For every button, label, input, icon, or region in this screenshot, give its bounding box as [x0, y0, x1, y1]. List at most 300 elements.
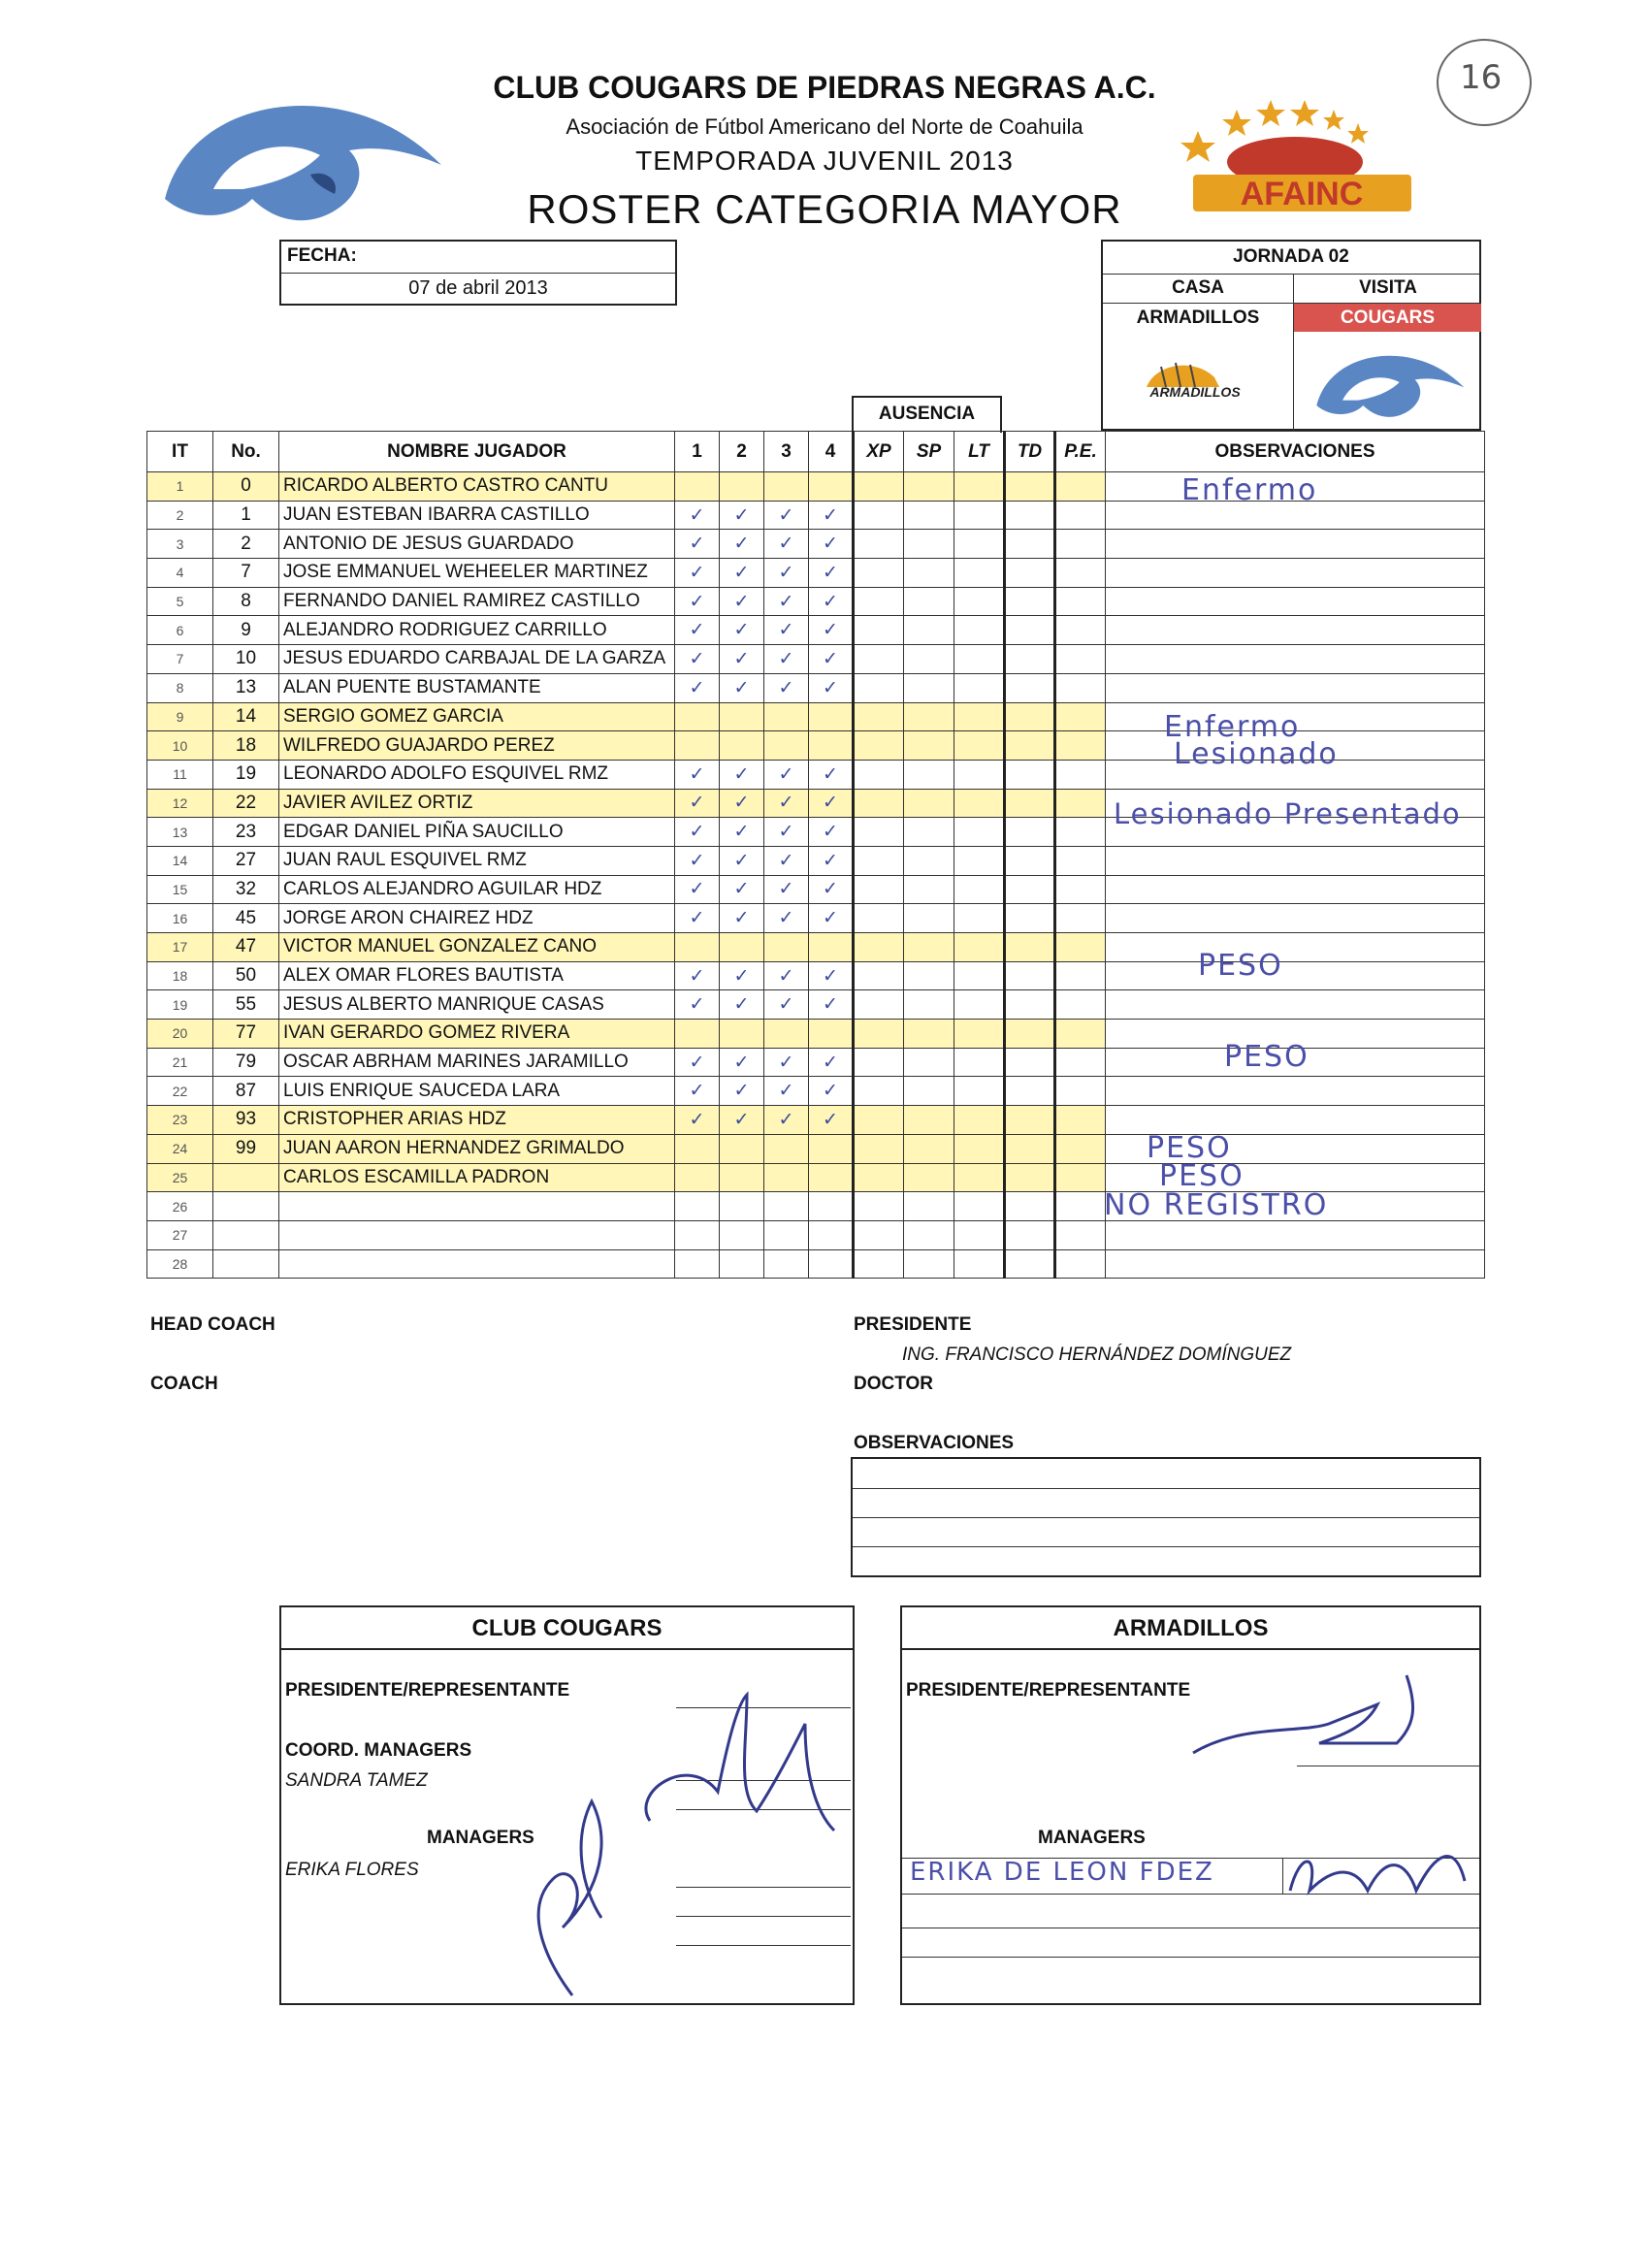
row-lt [954, 1220, 1005, 1249]
row-it: 2 [147, 501, 213, 530]
row-td [1005, 1249, 1055, 1279]
row-quarter-4 [809, 1020, 854, 1049]
row-number: 7 [213, 559, 279, 588]
visita-team: COUGARS [1294, 304, 1481, 332]
row-quarter-3: ✓ [764, 530, 809, 559]
row-quarter-1: ✓ [675, 961, 720, 990]
row-name: JUAN ESTEBAN IBARRA CASTILLO [279, 501, 675, 530]
date-value: 07 de abril 2013 [408, 277, 548, 299]
row-quarter-1: ✓ [675, 1048, 720, 1077]
presidente-name: ING. FRANCISCO HERNÁNDEZ DOMÍNGUEZ [902, 1345, 1292, 1365]
armadillos-president-signature [1183, 1666, 1426, 1772]
left-managers-label: MANAGERS [427, 1828, 534, 1848]
row-name: VICTOR MANUEL GONZALEZ CANO [279, 933, 675, 962]
row-lt [954, 673, 1005, 702]
row-observaciones [1106, 846, 1485, 875]
row-td [1005, 1077, 1055, 1106]
row-number: 47 [213, 933, 279, 962]
row-pe [1055, 760, 1106, 789]
row-name [279, 1192, 675, 1221]
row-lt [954, 1192, 1005, 1221]
club-cougars-signature-box [279, 1605, 855, 2005]
armadillos-signature-box [900, 1605, 1481, 2005]
row-quarter-3: ✓ [764, 645, 809, 674]
row-it: 19 [147, 990, 213, 1020]
row-lt [954, 789, 1005, 818]
row-observaciones [1106, 1106, 1485, 1135]
row-pe [1055, 1163, 1106, 1192]
row-pe [1055, 1134, 1106, 1163]
row-pe [1055, 1048, 1106, 1077]
row-it: 24 [147, 1134, 213, 1163]
presidente-label: PRESIDENTE [854, 1314, 972, 1335]
table-row [147, 1077, 1485, 1106]
row-quarter-2: ✓ [720, 990, 764, 1020]
note-row24: PESO [1159, 1159, 1245, 1193]
row-xp [854, 1192, 904, 1221]
row-name: JESUS ALBERTO MANRIQUE CASAS [279, 990, 675, 1020]
row-observaciones [1106, 587, 1485, 616]
row-observaciones [1106, 616, 1485, 645]
row-quarter-2: ✓ [720, 616, 764, 645]
row-name [279, 1249, 675, 1279]
row-quarter-1 [675, 933, 720, 962]
row-xp [854, 1048, 904, 1077]
row-number: 8 [213, 587, 279, 616]
observaciones-label: OBSERVACIONES [854, 1433, 1015, 1453]
col-it: IT [147, 432, 213, 472]
row-number: 45 [213, 904, 279, 933]
row-observaciones [1106, 961, 1485, 990]
row-xp [854, 1163, 904, 1192]
row-sp [904, 530, 954, 559]
row-td [1005, 818, 1055, 847]
row-td [1005, 645, 1055, 674]
row-name: SERGIO GOMEZ GARCIA [279, 702, 675, 731]
table-row [147, 1220, 1485, 1249]
row-xp [854, 1249, 904, 1279]
row-quarter-2 [720, 1220, 764, 1249]
row-quarter-4: ✓ [809, 961, 854, 990]
row-name: WILFREDO GUAJARDO PEREZ [279, 731, 675, 761]
row-sp [904, 1048, 954, 1077]
row-number: 14 [213, 702, 279, 731]
table-row [147, 1134, 1485, 1163]
row-it: 26 [147, 1192, 213, 1221]
row-quarter-4: ✓ [809, 818, 854, 847]
row-quarter-3: ✓ [764, 673, 809, 702]
row-number: 50 [213, 961, 279, 990]
date-label: FECHA: [287, 245, 357, 266]
row-xp [854, 472, 904, 502]
row-td [1005, 1163, 1055, 1192]
season-title: TEMPORADA JUVENIL 2013 [635, 146, 1014, 176]
row-pe [1055, 587, 1106, 616]
row-quarter-4 [809, 731, 854, 761]
row-quarter-2 [720, 1163, 764, 1192]
row-sp [904, 559, 954, 588]
row-name: LEONARDO ADOLFO ESQUIVEL RMZ [279, 760, 675, 789]
col-lt: LT [954, 432, 1005, 472]
row-sp [904, 1106, 954, 1135]
row-number: 0 [213, 472, 279, 502]
row-sp [904, 990, 954, 1020]
row-sp [904, 1249, 954, 1279]
row-number: 13 [213, 673, 279, 702]
president-signature [630, 1685, 854, 1860]
row-quarter-4: ✓ [809, 990, 854, 1020]
row-sp [904, 1077, 954, 1106]
row-it: 14 [147, 846, 213, 875]
row-lt [954, 731, 1005, 761]
row-sp [904, 818, 954, 847]
row-pe [1055, 818, 1106, 847]
row-quarter-2: ✓ [720, 760, 764, 789]
row-it: 28 [147, 1249, 213, 1279]
row-quarter-2: ✓ [720, 501, 764, 530]
row-name: CARLOS ESCAMILLA PADRON [279, 1163, 675, 1192]
row-xp [854, 1077, 904, 1106]
row-quarter-3 [764, 1134, 809, 1163]
row-sp [904, 587, 954, 616]
row-it: 23 [147, 1106, 213, 1135]
doctor-label: DOCTOR [854, 1374, 933, 1394]
row-pe [1055, 501, 1106, 530]
row-lt [954, 1163, 1005, 1192]
row-quarter-4 [809, 933, 854, 962]
row-quarter-1: ✓ [675, 1106, 720, 1135]
row-it: 7 [147, 645, 213, 674]
row-quarter-4 [809, 1163, 854, 1192]
row-td [1005, 990, 1055, 1020]
row-sp [904, 673, 954, 702]
row-sp [904, 1192, 954, 1221]
note-row1: Enfermo [1181, 473, 1318, 507]
row-td [1005, 760, 1055, 789]
manager-signature [504, 1782, 650, 2005]
row-sp [904, 760, 954, 789]
row-td [1005, 961, 1055, 990]
row-xp [854, 933, 904, 962]
row-xp [854, 501, 904, 530]
row-observaciones [1106, 1220, 1485, 1249]
col-sp: SP [904, 432, 954, 472]
page-number: 16 [1460, 58, 1503, 97]
table-row [147, 846, 1485, 875]
row-td [1005, 1220, 1055, 1249]
row-lt [954, 645, 1005, 674]
right-manager-name: ERIKA DE LEON FDEZ [910, 1858, 1214, 1887]
row-xp [854, 904, 904, 933]
row-sp [904, 501, 954, 530]
note-row9: Enfermo [1164, 710, 1301, 744]
row-quarter-3 [764, 472, 809, 502]
col-q2: 2 [720, 432, 764, 472]
col-q3: 3 [764, 432, 809, 472]
table-row [147, 875, 1485, 904]
row-quarter-3: ✓ [764, 616, 809, 645]
casa-team: ARMADILLOS [1136, 308, 1260, 328]
row-quarter-3 [764, 1192, 809, 1221]
row-quarter-4: ✓ [809, 673, 854, 702]
col-name: NOMBRE JUGADOR [279, 432, 675, 472]
row-number [213, 1192, 279, 1221]
row-it: 8 [147, 673, 213, 702]
table-row [147, 933, 1485, 962]
row-quarter-2 [720, 731, 764, 761]
row-sp [904, 702, 954, 731]
right-presidente-label: PRESIDENTE/REPRESENTANTE [906, 1680, 1191, 1701]
table-row [147, 645, 1485, 674]
row-observaciones [1106, 933, 1485, 962]
row-sp [904, 616, 954, 645]
row-quarter-4: ✓ [809, 501, 854, 530]
table-row [147, 530, 1485, 559]
row-pe [1055, 559, 1106, 588]
row-lt [954, 760, 1005, 789]
col-td: TD [1005, 432, 1055, 472]
row-td [1005, 472, 1055, 502]
row-pe [1055, 904, 1106, 933]
row-pe [1055, 731, 1106, 761]
row-lt [954, 472, 1005, 502]
afa-logo-text: AFAINC [1240, 176, 1364, 212]
row-pe [1055, 616, 1106, 645]
row-pe [1055, 933, 1106, 962]
row-quarter-1 [675, 472, 720, 502]
row-observaciones [1106, 1077, 1485, 1106]
row-quarter-3 [764, 1220, 809, 1249]
row-sp [904, 933, 954, 962]
row-number: 99 [213, 1134, 279, 1163]
row-sp [904, 961, 954, 990]
row-it: 3 [147, 530, 213, 559]
row-name: LUIS ENRIQUE SAUCEDA LARA [279, 1077, 675, 1106]
left-presidente-label: PRESIDENTE/REPRESENTANTE [285, 1680, 570, 1701]
row-sp [904, 1134, 954, 1163]
row-quarter-1: ✓ [675, 789, 720, 818]
col-q4: 4 [809, 432, 854, 472]
jornada-title: JORNADA 02 [1233, 246, 1349, 267]
coach-label: COACH [150, 1374, 218, 1394]
row-it: 17 [147, 933, 213, 962]
armadillos-title: ARMADILLOS [1113, 1615, 1269, 1641]
row-number: 2 [213, 530, 279, 559]
row-quarter-2 [720, 1020, 764, 1049]
row-sp [904, 875, 954, 904]
table-row [147, 990, 1485, 1020]
table-row [147, 961, 1485, 990]
row-lt [954, 501, 1005, 530]
row-quarter-4 [809, 1192, 854, 1221]
row-lt [954, 1134, 1005, 1163]
row-name: JAVIER AVILEZ ORTIZ [279, 789, 675, 818]
row-xp [854, 645, 904, 674]
row-name: OSCAR ABRHAM MARINES JARAMILLO [279, 1048, 675, 1077]
row-name: JORGE ARON CHAIREZ HDZ [279, 904, 675, 933]
left-coord-label: COORD. MANAGERS [285, 1740, 472, 1761]
row-quarter-1: ✓ [675, 559, 720, 588]
left-coord-name: SANDRA TAMEZ [285, 1770, 428, 1791]
row-quarter-4: ✓ [809, 789, 854, 818]
table-row [147, 1249, 1485, 1279]
row-quarter-4: ✓ [809, 1048, 854, 1077]
row-xp [854, 702, 904, 731]
row-name: ALAN PUENTE BUSTAMANTE [279, 673, 675, 702]
row-number: 79 [213, 1048, 279, 1077]
row-quarter-4: ✓ [809, 530, 854, 559]
row-quarter-1: ✓ [675, 501, 720, 530]
row-quarter-3: ✓ [764, 846, 809, 875]
row-quarter-3: ✓ [764, 1077, 809, 1106]
row-td [1005, 731, 1055, 761]
row-xp [854, 818, 904, 847]
row-quarter-3: ✓ [764, 875, 809, 904]
row-name: JUAN AARON HERNANDEZ GRIMALDO [279, 1134, 675, 1163]
row-name: ANTONIO DE JESUS GUARDADO [279, 530, 675, 559]
row-it: 9 [147, 702, 213, 731]
row-xp [854, 587, 904, 616]
row-quarter-3 [764, 1163, 809, 1192]
row-xp [854, 731, 904, 761]
row-sp [904, 1163, 954, 1192]
row-number [213, 1249, 279, 1279]
col-observaciones: OBSERVACIONES [1106, 432, 1485, 472]
row-quarter-4 [809, 472, 854, 502]
row-name: JUAN RAUL ESQUIVEL RMZ [279, 846, 675, 875]
row-pe [1055, 961, 1106, 990]
row-pe [1055, 702, 1106, 731]
row-pe [1055, 1220, 1106, 1249]
right-managers-label: MANAGERS [1038, 1828, 1146, 1848]
row-xp [854, 616, 904, 645]
row-sp [904, 731, 954, 761]
ausencia-label: AUSENCIA [852, 396, 1002, 433]
row-lt [954, 530, 1005, 559]
row-quarter-1: ✓ [675, 846, 720, 875]
row-number: 23 [213, 818, 279, 847]
row-xp [854, 559, 904, 588]
row-it: 1 [147, 472, 213, 502]
table-row [147, 673, 1485, 702]
row-it: 16 [147, 904, 213, 933]
row-lt [954, 1020, 1005, 1049]
row-observaciones [1106, 645, 1485, 674]
row-quarter-4 [809, 1220, 854, 1249]
row-name: CARLOS ALEJANDRO AGUILAR HDZ [279, 875, 675, 904]
table-row [147, 904, 1485, 933]
row-td [1005, 904, 1055, 933]
table-row [147, 1106, 1485, 1135]
row-quarter-2: ✓ [720, 1048, 764, 1077]
note-row17: PESO [1198, 949, 1283, 983]
row-pe [1055, 875, 1106, 904]
row-quarter-1: ✓ [675, 587, 720, 616]
row-xp [854, 530, 904, 559]
row-it: 22 [147, 1077, 213, 1106]
row-quarter-1: ✓ [675, 1077, 720, 1106]
row-observaciones [1106, 990, 1485, 1020]
row-quarter-1 [675, 702, 720, 731]
row-number: 55 [213, 990, 279, 1020]
row-td [1005, 875, 1055, 904]
row-name [279, 1220, 675, 1249]
row-quarter-1 [675, 731, 720, 761]
row-number: 19 [213, 760, 279, 789]
row-pe [1055, 1106, 1106, 1135]
row-quarter-2: ✓ [720, 530, 764, 559]
row-lt [954, 559, 1005, 588]
page-number-circle [1431, 29, 1537, 136]
row-it: 6 [147, 616, 213, 645]
row-pe [1055, 530, 1106, 559]
row-sp [904, 472, 954, 502]
cougar-logo-small [1311, 343, 1467, 421]
row-sp [904, 846, 954, 875]
club-cougars-title: CLUB COUGARS [471, 1615, 663, 1641]
row-td [1005, 501, 1055, 530]
row-td [1005, 1106, 1055, 1135]
row-td [1005, 1192, 1055, 1221]
row-lt [954, 961, 1005, 990]
row-sp [904, 1220, 954, 1249]
row-quarter-4: ✓ [809, 1106, 854, 1135]
row-td [1005, 1134, 1055, 1163]
row-number: 22 [213, 789, 279, 818]
row-xp [854, 1134, 904, 1163]
armadillos-logo-text: ARMADILLOS [1149, 384, 1241, 400]
row-quarter-2: ✓ [720, 789, 764, 818]
row-it: 11 [147, 760, 213, 789]
row-quarter-1 [675, 1163, 720, 1192]
row-it: 4 [147, 559, 213, 588]
row-td [1005, 789, 1055, 818]
row-quarter-2 [720, 1192, 764, 1221]
row-quarter-2 [720, 933, 764, 962]
row-quarter-1: ✓ [675, 645, 720, 674]
row-name: EDGAR DANIEL PIÑA SAUCILLO [279, 818, 675, 847]
row-name: CRISTOPHER ARIAS HDZ [279, 1106, 675, 1135]
row-quarter-1: ✓ [675, 818, 720, 847]
row-quarter-1 [675, 1020, 720, 1049]
row-pe [1055, 673, 1106, 702]
row-lt [954, 818, 1005, 847]
row-observaciones [1106, 875, 1485, 904]
row-quarter-3 [764, 933, 809, 962]
row-quarter-4 [809, 702, 854, 731]
row-td [1005, 530, 1055, 559]
row-it: 12 [147, 789, 213, 818]
row-it: 20 [147, 1020, 213, 1049]
jornada-box [1101, 240, 1481, 431]
row-quarter-2 [720, 472, 764, 502]
row-number [213, 1220, 279, 1249]
row-quarter-3: ✓ [764, 818, 809, 847]
row-xp [854, 1106, 904, 1135]
row-quarter-1: ✓ [675, 990, 720, 1020]
roster-table [146, 431, 1485, 1279]
row-quarter-1: ✓ [675, 875, 720, 904]
row-td [1005, 702, 1055, 731]
row-td [1005, 1048, 1055, 1077]
row-quarter-1: ✓ [675, 904, 720, 933]
row-quarter-3 [764, 1249, 809, 1279]
row-number: 1 [213, 501, 279, 530]
row-td [1005, 846, 1055, 875]
col-q1: 1 [675, 432, 720, 472]
row-quarter-3 [764, 731, 809, 761]
row-pe [1055, 990, 1106, 1020]
